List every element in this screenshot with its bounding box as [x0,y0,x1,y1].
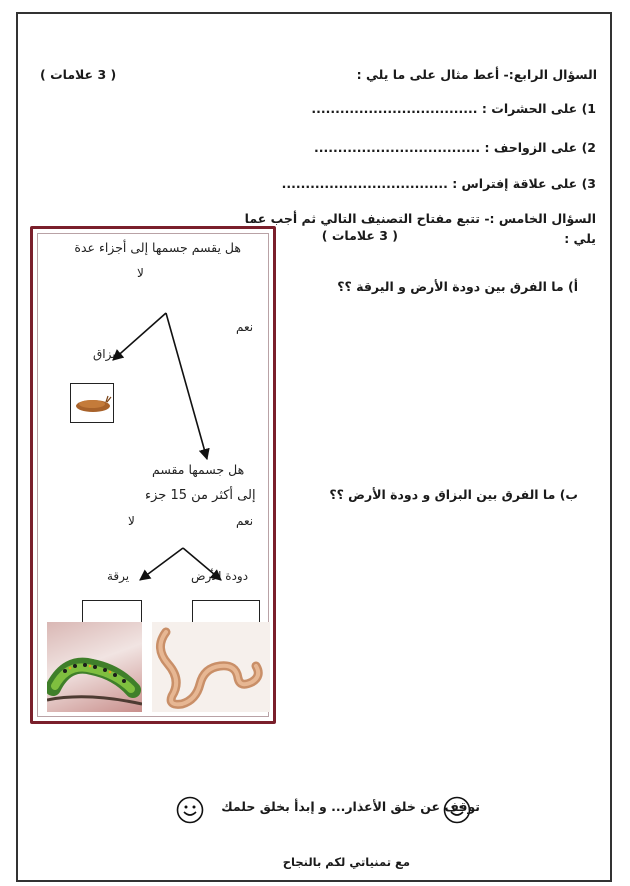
question4-item-insects [311,101,596,116]
question5-part-b: ب) ما الفرق بين البزاق و دودة الأرض ؟؟ [329,487,578,502]
key-slug-label: بزاق [93,347,116,361]
answer-dots: ................................... [313,140,481,155]
question4-item-predation [282,176,596,191]
earthworm-photo [152,622,270,712]
answer-dots: ................................... [281,176,448,191]
question4-marks: ( 3 علامات ) [40,67,117,82]
key-earthworm-label: دودة الأرض [191,569,249,583]
key-yes-1: نعم [236,320,254,334]
question4-title: السؤال الرابع:- أعط مثال على ما يلي : [356,67,597,82]
smiley-icon [176,796,204,824]
footer-wishes: مع تمنياتي لكم بالنجاح [282,855,410,869]
key-no-2: لا [128,514,135,528]
item-label: 2) على الزواحف : [484,140,596,155]
footer-motto: توقف عن خلق الأعذار... و إبدأ بخلق حلمك [221,799,480,814]
question4-item-reptiles [314,140,596,155]
answer-dots: ................................... [311,101,478,116]
key-question-2-line1: هل جسمها مقسم [152,462,245,477]
caterpillar-photo [47,622,142,712]
question5-part-a: أ) ما الفرق بين دودة الأرض و اليرقة ؟؟ [337,279,578,294]
key-question-1: هل يقسم جسمها إلى أجزاء عدة [74,240,241,255]
item-label: 3) على علاقة إفتراس : [452,176,596,191]
slug-image-frame [70,383,114,423]
item-label: 1) على الحشرات : [481,101,596,116]
key-larva-label: يرقة [107,569,130,583]
key-no-1: لا [137,266,144,280]
key-yes-2: نعم [236,514,254,528]
question5-title-line1: السؤال الخامس :- تتبع مفتاح التصنيف التالي ثم أجب عما [244,211,596,226]
question5-title-line2: يلي : [564,231,596,246]
key-question-2-line2: إلى أكثر من 15 جزء [145,488,256,503]
caterpillar-image [47,622,142,712]
question5-marks: ( 3 علامات ) [321,228,398,243]
slug-image [72,384,113,421]
earthworm-image [152,622,270,712]
